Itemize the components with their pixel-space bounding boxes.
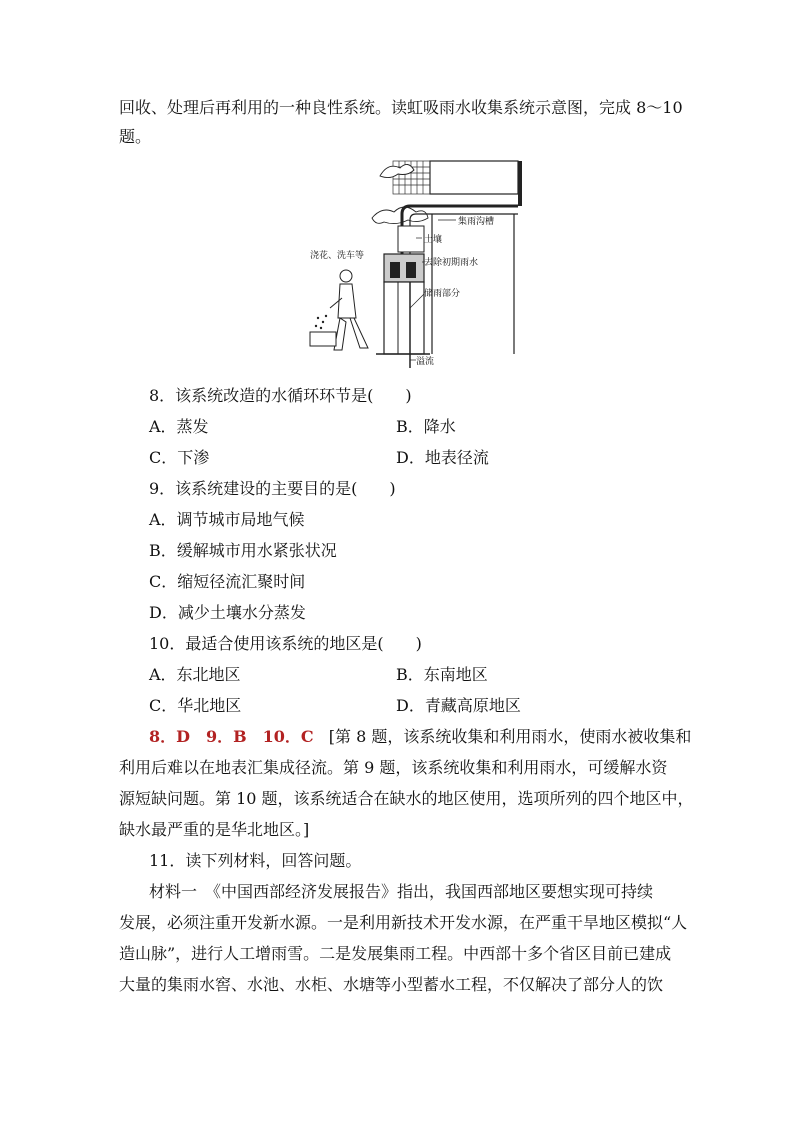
rainwater-diagram-svg	[298, 158, 528, 376]
answer-explanation-1: [第 8 题，该系统收集和利用雨水，使雨水被收集和	[328, 727, 692, 746]
label-storage: 储雨部分	[424, 289, 461, 299]
q9-option-d: D．减少土壤水分蒸发	[149, 603, 306, 622]
label-first-flush: 去除初期雨水	[424, 258, 479, 268]
intro-line-2: 题。	[119, 127, 152, 146]
answer-line-4: 缺水最严重的是华北地区。]	[119, 820, 310, 839]
q9-option-a: A．调节城市局地气候	[149, 510, 305, 529]
q11-material-line-1: 材料一 《中国西部经济发展报告》指出，我国西部地区要想实现可持续	[149, 882, 654, 901]
q10-option-b: B．东南地区	[396, 665, 488, 684]
q9-stem: 9．该系统建设的主要目的是( )	[149, 479, 396, 498]
q9-option-c: C．缩短径流汇聚时间	[149, 572, 306, 591]
label-soil: 土壤	[424, 235, 443, 245]
q9-option-b: B．缓解城市用水紧张状况	[149, 541, 337, 560]
label-use: 浇花、洗车等	[310, 251, 365, 261]
rainwater-collection-diagram	[298, 158, 528, 376]
q11-material-line-3: 造山脉”，进行人工增雨雪。二是发展集雨工程。中西部十多个省区目前已建成	[119, 944, 672, 963]
answer-line-1	[149, 725, 691, 749]
label-overflow: 溢流	[416, 357, 435, 367]
q11-stem: 11．读下列材料，回答问题。	[149, 851, 362, 870]
q10-option-d: D．青藏高原地区	[396, 696, 521, 715]
q8-stem: 8．该系统改造的水循环环节是( )	[149, 386, 412, 405]
q8-option-d: D．地表径流	[396, 448, 489, 467]
answer-keys: 8．D 9．B 10．C	[149, 727, 314, 746]
q10-option-a: A．东北地区	[149, 665, 241, 684]
q11-material-line-2: 发展，必须注重开发新水源。一是利用新技术开发水源，在严重干旱地区模拟“人	[119, 913, 688, 932]
q8-option-a: A．蒸发	[149, 417, 209, 436]
label-gutter: 集雨沟槽	[458, 217, 495, 227]
answer-line-2: 利用后难以在地表汇集成径流。第 9 题，该系统收集和利用雨水，可缓解水资	[119, 758, 668, 777]
q8-option-c: C．下渗	[149, 448, 210, 467]
q8-option-b: B．降水	[396, 417, 456, 436]
q10-option-c: C．华北地区	[149, 696, 242, 715]
intro-line-1: 回收、处理后再利用的一种良性系统。读虹吸雨水收集系统示意图，完成 8～10	[119, 98, 683, 117]
q11-material-line-4: 大量的集雨水窖、水池、水柜、水塘等小型蓄水工程，不仅解决了部分人的饮	[119, 975, 664, 994]
q10-stem: 10．最适合使用该系统的地区是( )	[149, 634, 422, 653]
answer-line-3: 源短缺问题。第 10 题，该系统适合在缺水的地区使用，选项所列的四个地区中，	[119, 789, 694, 808]
